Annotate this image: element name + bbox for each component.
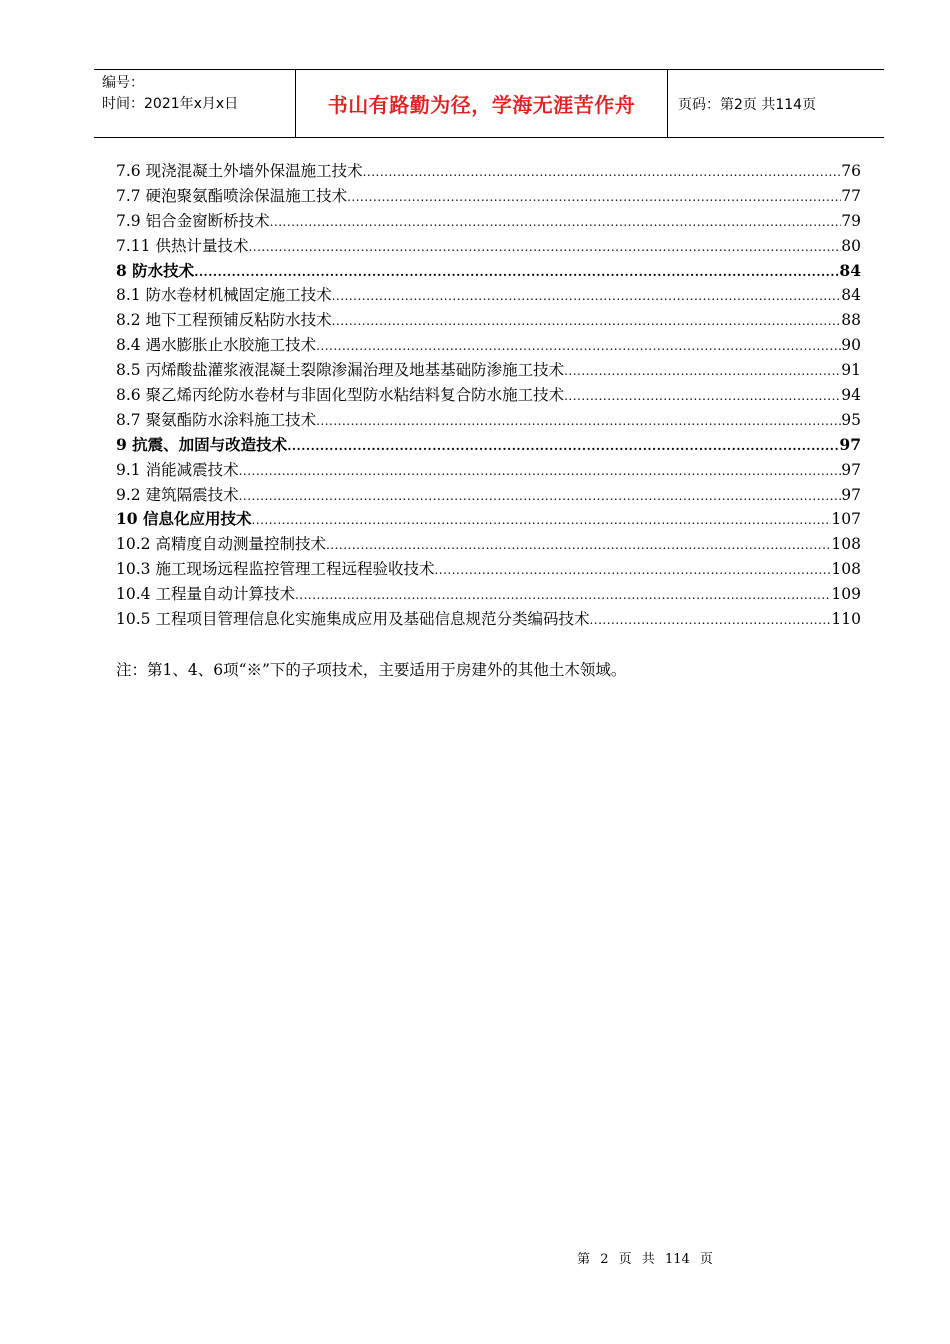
toc-entry-title: 8.2 地下工程预铺反粘防水技术 <box>116 311 332 330</box>
toc-entry[interactable] <box>116 358 861 383</box>
toc-entry-title: 8.7 聚氨酯防水涂料施工技术 <box>116 410 317 429</box>
page-header <box>94 69 884 138</box>
toc-leader-dots <box>295 583 831 608</box>
toc-entry-page: 84 <box>839 260 861 280</box>
page-info: 页码：第2页 共114页 <box>678 96 817 113</box>
toc-entry-title: 7.6 现浇混凝土外墙外保温施工技术 <box>116 162 363 180</box>
toc-entry[interactable] <box>116 308 861 333</box>
time-label: 时间：2021年x月x日 <box>102 96 239 112</box>
toc-entry[interactable] <box>116 557 861 582</box>
toc-entry[interactable] <box>116 458 861 483</box>
toc-entry-title: 10.5 工程项目管理信息化实施集成应用及基础信息规范分类编码技术 <box>116 610 590 629</box>
toc-entry-title: 9.1 消能减震技术 <box>116 460 239 479</box>
toc-leader-dots <box>248 235 841 260</box>
toc-leader-dots <box>194 260 839 285</box>
toc-entry[interactable] <box>116 433 861 458</box>
footer-mid1: 页 <box>618 1252 632 1267</box>
footnote: 注：第1、4、6项“※”下的子项技术，主要适用于房建外的其他土木领域。 <box>116 661 627 679</box>
toc-entry[interactable] <box>116 507 861 532</box>
toc-entry-page: 84 <box>841 286 861 305</box>
toc-entry-page: 76 <box>841 162 861 180</box>
toc-entry-page: 107 <box>831 510 861 529</box>
footer-current-page: 2 <box>600 1252 609 1267</box>
toc-leader-dots <box>332 309 842 334</box>
toc-entry-page: 95 <box>841 410 861 429</box>
toc-leader-dots <box>316 409 841 434</box>
toc-entry-title: 9 抗震、加固与改造技术 <box>116 434 288 454</box>
toc-entry-title: 8 防水技术 <box>116 260 195 280</box>
toc-entry[interactable] <box>116 234 861 259</box>
header-meta <box>94 70 295 137</box>
toc-entry-title: 8.1 防水卷材机械固定施工技术 <box>116 286 332 305</box>
footer-prefix: 第 <box>577 1252 591 1267</box>
toc-entry-title: 10.4 工程量自动计算技术 <box>116 585 295 604</box>
toc-entry-title: 8.5 丙烯酸盐灌浆液混凝土裂隙渗漏治理及地基基础防渗施工技术 <box>116 361 565 380</box>
toc-leader-dots <box>316 334 841 359</box>
toc-leader-dots <box>564 359 841 384</box>
toc-entry-page: 79 <box>841 211 861 230</box>
footer-total-pages: 114 <box>664 1252 690 1267</box>
toc-entry-page: 97 <box>841 485 861 504</box>
toc-leader-dots <box>287 434 839 459</box>
toc-entry[interactable] <box>116 483 861 508</box>
toc-entry-title: 9.2 建筑隔震技术 <box>116 485 239 504</box>
toc-entry[interactable] <box>116 333 861 358</box>
toc-entry[interactable] <box>116 209 861 234</box>
toc-entry[interactable] <box>116 283 861 308</box>
toc-leader-dots <box>347 185 841 210</box>
toc-entry-page: 94 <box>841 386 861 405</box>
toc-entry-page: 108 <box>831 535 861 554</box>
code-label: 编号： <box>102 75 144 91</box>
motto: 书山有路勤为径，学海无涯苦作舟 <box>327 93 636 117</box>
toc-entry-page: 91 <box>841 361 861 380</box>
table-of-contents <box>116 159 861 632</box>
toc-entry-title: 10.2 高精度自动测量控制技术 <box>116 535 326 554</box>
toc-entry-page: 97 <box>839 434 861 454</box>
toc-entry[interactable] <box>116 259 861 284</box>
toc-entry-title: 7.7 硬泡聚氨酯喷涂保温施工技术 <box>116 186 348 205</box>
toc-leader-dots <box>251 508 831 533</box>
toc-entry-title: 8.6 聚乙烯丙纶防水卷材与非固化型防水粘结料复合防水施工技术 <box>116 386 565 405</box>
toc-entry[interactable] <box>116 184 861 209</box>
toc-leader-dots <box>239 459 842 484</box>
header-motto-cell <box>295 70 668 137</box>
page-footer <box>0 1248 950 1267</box>
toc-leader-dots <box>239 484 842 509</box>
toc-entry-page: 77 <box>841 186 861 205</box>
toc-leader-dots <box>434 558 831 583</box>
toc-entry[interactable] <box>116 532 861 557</box>
toc-leader-dots <box>564 384 841 409</box>
toc-entry-title: 10 信息化应用技术 <box>116 509 252 529</box>
toc-entry-page: 90 <box>841 336 861 355</box>
toc-leader-dots <box>332 284 842 309</box>
toc-entry-title: 7.9 铝合金窗断桥技术 <box>116 211 270 230</box>
toc-entry-title: 7.11 供热计量技术 <box>116 236 249 255</box>
toc-leader-dots <box>326 533 831 558</box>
toc-entry-page: 88 <box>841 311 861 330</box>
toc-entry[interactable] <box>116 383 861 408</box>
toc-entry[interactable] <box>116 408 861 433</box>
toc-entry-title: 8.4 遇水膨胀止水胶施工技术 <box>116 336 317 355</box>
toc-entry-page: 80 <box>841 236 861 255</box>
toc-leader-dots <box>589 608 831 633</box>
toc-entry[interactable] <box>116 159 861 184</box>
toc-entry-page: 108 <box>831 560 861 579</box>
header-page-info-cell <box>668 70 884 137</box>
toc-entry-page: 109 <box>831 585 861 604</box>
toc-leader-dots <box>363 160 842 185</box>
toc-entry[interactable] <box>116 582 861 607</box>
toc-entry-title: 10.3 施工现场远程监控管理工程远程验收技术 <box>116 560 435 579</box>
footer-mid2: 共 <box>641 1252 655 1267</box>
toc-entry[interactable] <box>116 607 861 632</box>
footer-suffix: 页 <box>699 1252 713 1267</box>
toc-entry-page: 97 <box>841 460 861 479</box>
toc-entry-page: 110 <box>831 610 861 629</box>
toc-leader-dots <box>270 210 842 235</box>
